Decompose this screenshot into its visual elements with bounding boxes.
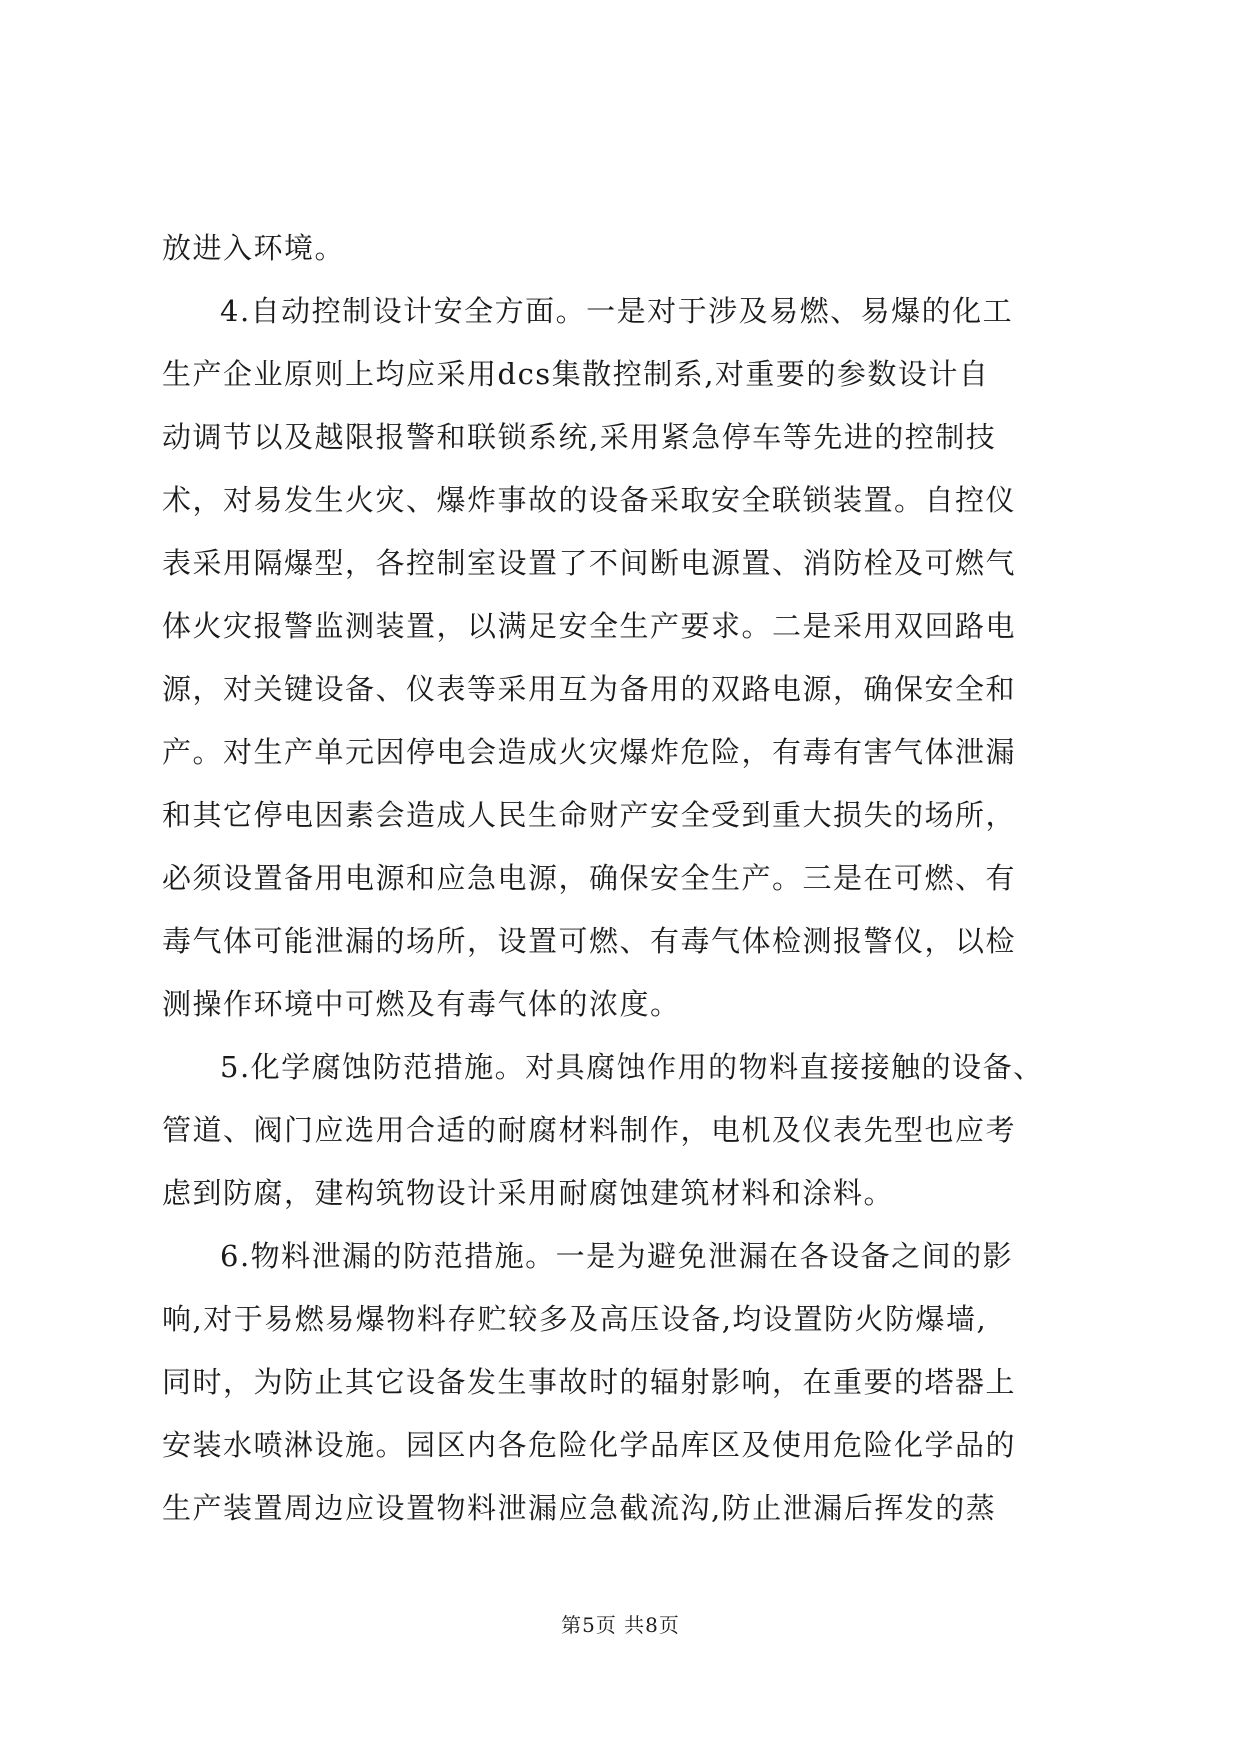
text-line: 必须设置备用电源和应急电源，确保安全生产。三是在可燃、有 [162, 861, 1017, 895]
text-line: 和其它停电因素会造成人民生命财产安全受到重大损失的场所， [162, 798, 1017, 832]
text-line: 生产企业原则上均应采用dcs集散控制系,对重要的参数设计自 [162, 357, 990, 391]
text-line: 放进入环境。 [162, 231, 346, 265]
text-line: 管道、阀门应选用合适的耐腐材料制作，电机及仪表先型也应考 [162, 1113, 1017, 1147]
text-line: 响,对于易燃易爆物料存贮较多及高压设备,均设置防火防爆墙, [162, 1302, 988, 1336]
text-line: 毒气体可能泄漏的场所，设置可燃、有毒气体检测报警仪，以检 [162, 924, 1017, 958]
paragraph-5-start: 5.化学腐蚀防范措施。对具腐蚀作用的物料直接接触的设备、 [220, 1050, 1044, 1084]
text-line: 虑到防腐，建构筑物设计采用耐腐蚀建筑材料和涂料。 [162, 1176, 895, 1210]
text-line: 体火灾报警监测装置，以满足安全生产要求。二是采用双回路电 [162, 609, 1017, 643]
text-line: 表采用隔爆型，各控制室设置了不间断电源置、消防栓及可燃气 [162, 546, 1017, 580]
text-line: 同时，为防止其它设备发生事故时的辐射影响，在重要的塔器上 [162, 1365, 1017, 1399]
page-number-footer: 第5页 共8页 [561, 1613, 680, 1637]
text-line: 安装水喷淋设施。园区内各危险化学品库区及使用危险化学品的 [162, 1428, 1017, 1462]
text-line: 术，对易发生火灾、爆炸事故的设备采取安全联锁装置。自控仪 [162, 483, 1017, 517]
paragraph-4-start: 4.自动控制设计安全方面。一是对于涉及易燃、易爆的化工 [220, 294, 1014, 328]
paragraph-6-start: 6.物料泄漏的防范措施。一是为避免泄漏在各设备之间的影 [220, 1239, 1014, 1273]
text-line: 产。对生产单元因停电会造成火灾爆炸危险，有毒有害气体泄漏 [162, 735, 1017, 769]
text-line: 源，对关键设备、仪表等采用互为备用的双路电源，确保安全和 [162, 672, 1017, 706]
text-line: 生产装置周边应设置物料泄漏应急截流沟,防止泄漏后挥发的蒸 [162, 1491, 997, 1525]
text-line: 测操作环境中可燃及有毒气体的浓度。 [162, 987, 681, 1021]
text-line: 动调节以及越限报警和联锁系统,采用紧急停车等先进的控制技 [162, 420, 997, 454]
